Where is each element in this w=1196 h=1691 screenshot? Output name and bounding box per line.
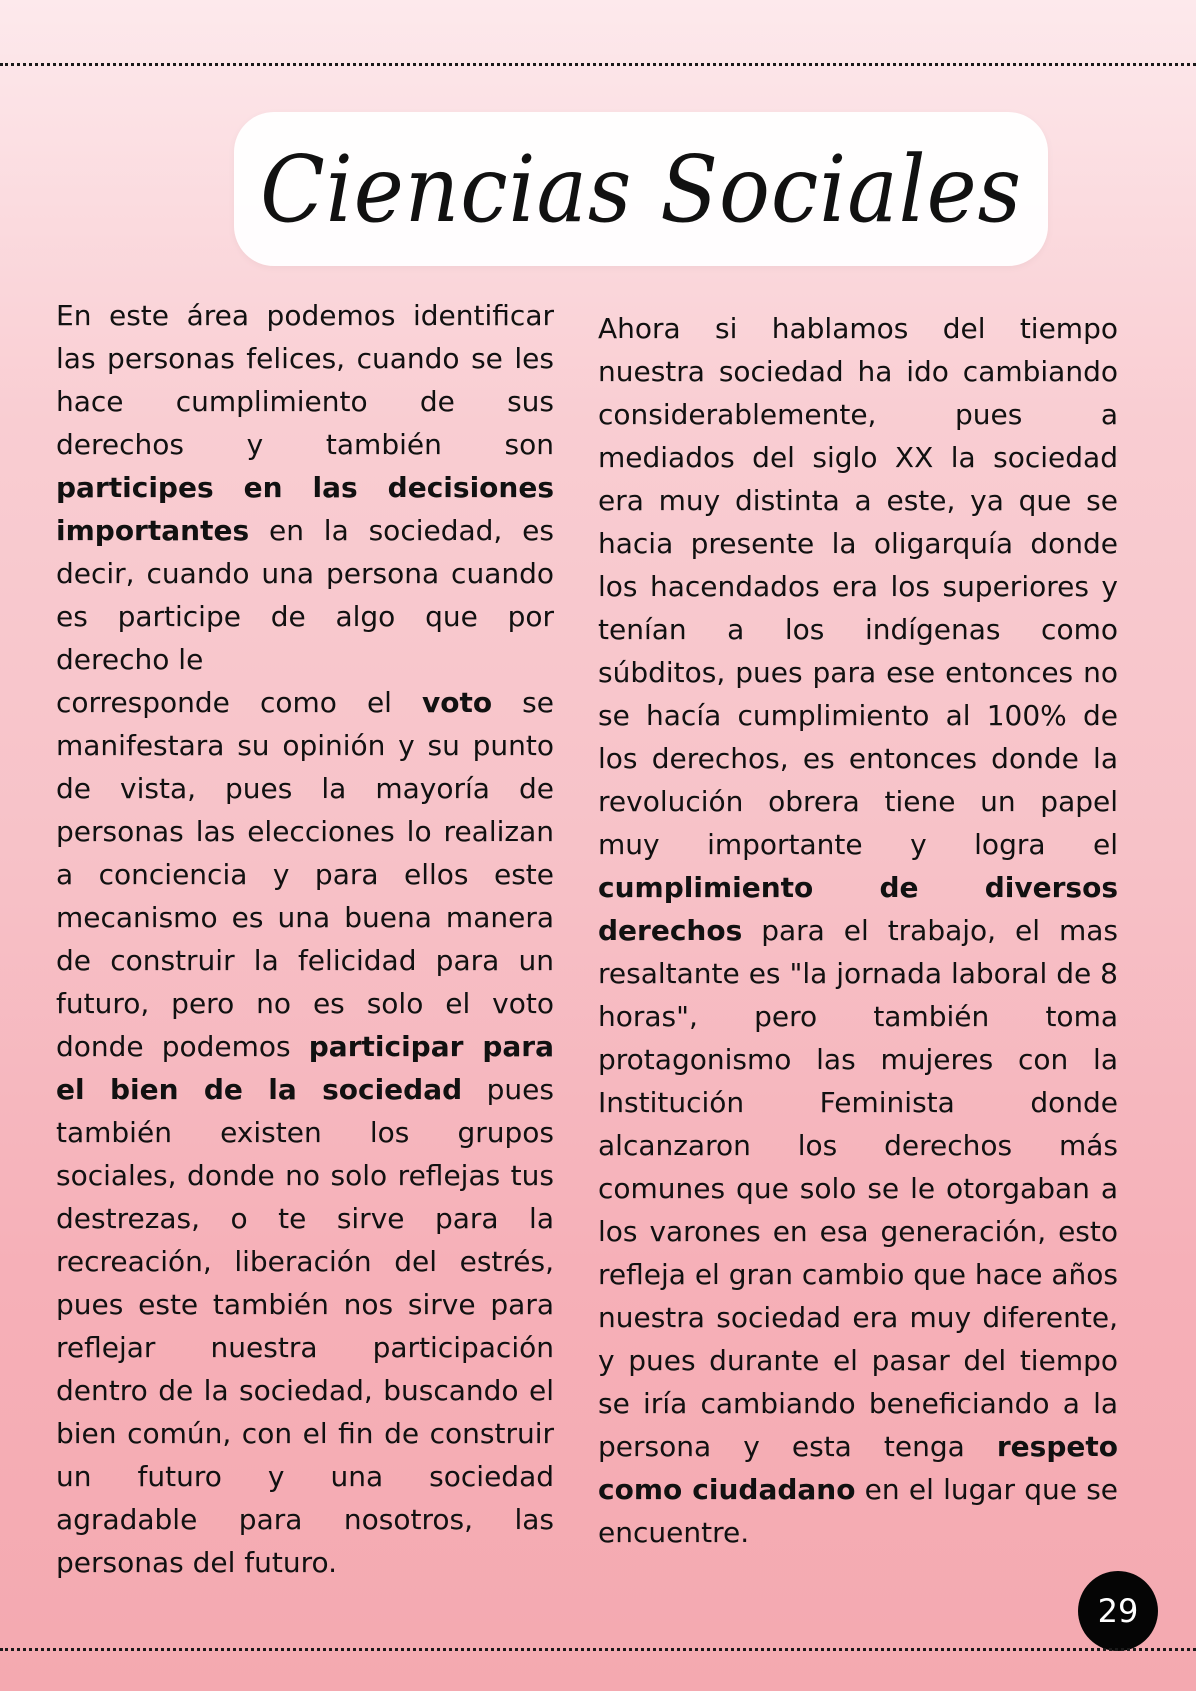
bold-phrase: participar para el bien de la sociedad [56,1030,555,1106]
top-dotted-divider [0,63,1196,66]
bold-phrase: cumplimiento de diversos derechos [598,871,1118,947]
left-text-column [56,294,554,1584]
page-number-badge: 29 [1078,1571,1158,1651]
bold-phrase: respeto como ciudadano [598,1430,1118,1506]
bold-phrase: voto [422,686,493,719]
left-paragraph-2: corresponde como el voto se manifestara su opinión y su punto de vista, pues la mayoría de personas las elecciones lo realizan a conciencia y para ellos este mecanismo es una buena manera de construir la felicidad para un futuro, pero no es solo el voto donde podemos participar para el bien de la sociedad pues también existen los grupos sociales, donde no solo reflejas tus destrezas, o te sirve para la recreación, liberación del estrés, pues este también nos sirve para reflejar nuestra participación dentro de la sociedad, buscando el bien común, con el fin de construir un futuro y una sociedad agradable para nosotros, las personas del futuro. [56,686,555,1579]
title-banner [234,112,1048,266]
left-paragraph-1: En este área podemos identificar las personas felices, cuando se les hace cumplimiento de sus derechos y también son participes en las decisiones importantes en la sociedad, es decir, cuando una persona cuando es participe de algo que por derecho le [56,299,554,676]
bottom-dotted-divider [0,1648,1196,1651]
page-title: Ciencias Sociales [260,135,1022,243]
bold-phrase: participes en las decisiones importantes [56,471,554,547]
right-paragraph: Ahora si hablamos del tiempo nuestra sociedad ha ido cambiando considerablemente, pues a mediados del siglo XX la sociedad era muy distinta a este, ya que se hacia presente la oligarquía donde los hacendados era los superiores y tenían a los indígenas como súbditos, pues para ese entonces no se hacía cumplimiento al 100% de los derechos, es entonces donde la revolución obrera tiene un papel muy importante y logra el cumplimiento de diversos derechos para el trabajo, el mas resaltante es "la jornada laboral de 8 horas", pero también toma protagonismo las mujeres con la Institución Feminista donde alcanzaron los derechos más comunes que solo se le otorgaban a los varones en esa generación, esto refleja el gran cambio que hace años nuestra sociedad era muy diferente, y pues durante el pasar del tiempo se iría cambiando beneficiando a la persona y esta tenga respeto como ciudadano en el lugar que se encuentre. [598,312,1119,1549]
right-text-column [598,307,1118,1554]
